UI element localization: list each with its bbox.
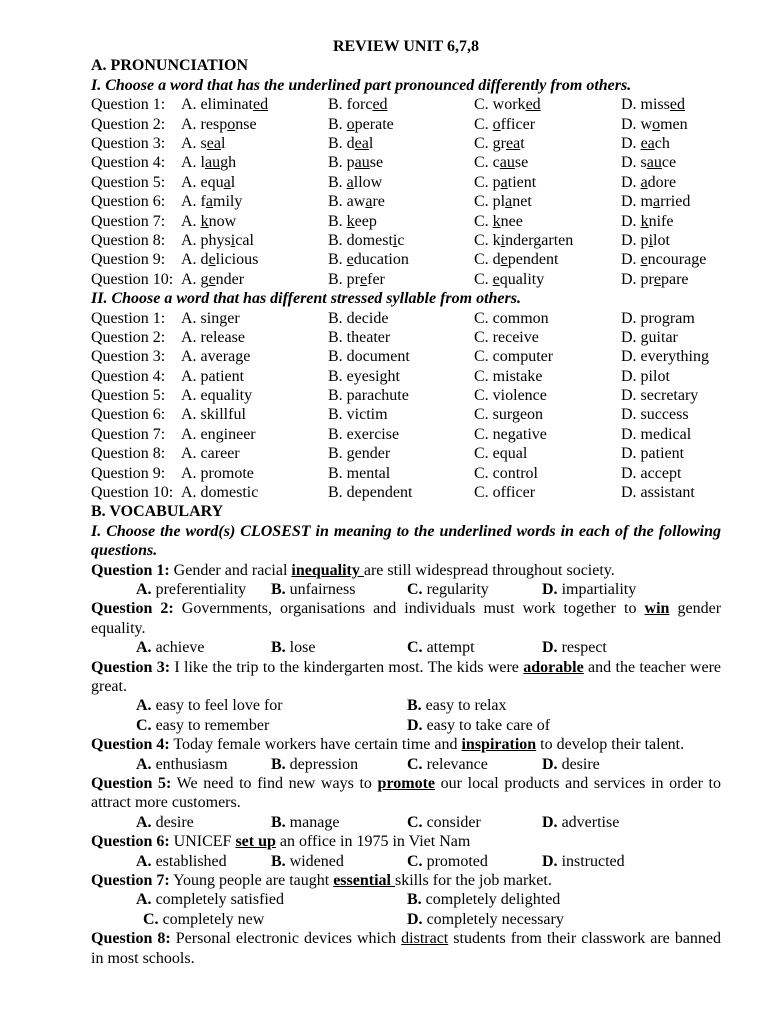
underlined-sound: i [648, 231, 654, 249]
question-label: Question 6: [91, 833, 170, 851]
answer-option-c[interactable]: C. planet [474, 193, 532, 211]
answer-option[interactable]: A. completely satisfied [136, 891, 284, 909]
answer-option-a[interactable]: A. equal [181, 173, 236, 191]
question-label: Question 1: [91, 561, 170, 579]
underlined-keyword: adorable [523, 658, 584, 676]
answer-option-c[interactable]: C. worked [474, 96, 541, 114]
options-row [91, 813, 721, 832]
underlined-sound: e [500, 251, 508, 269]
stress-row [91, 483, 721, 502]
answer-option-a[interactable]: A. delicious [181, 251, 259, 269]
answer-option-c[interactable]: C. equality [474, 270, 545, 288]
answer-option-c[interactable]: C. control [474, 464, 538, 482]
underlined-sound: a [505, 193, 513, 211]
answer-option-b[interactable]: B. eyesight [328, 367, 400, 385]
stress-row [91, 444, 721, 463]
underlined-sound: ea [206, 135, 221, 152]
stress-row [91, 328, 721, 347]
question-label: Question 8: [91, 930, 171, 948]
stress-row [91, 405, 721, 424]
question-number: Question 8: [91, 231, 166, 249]
stress-row [91, 347, 721, 366]
question-number: Question 5: [91, 387, 166, 405]
answer-option[interactable]: D. desire [542, 755, 600, 773]
answer-option[interactable]: B. widened [271, 852, 344, 870]
answer-option[interactable]: B. unfairness [271, 581, 356, 599]
answer-option-c[interactable]: C. patient [474, 173, 537, 191]
answer-option-b[interactable]: B. victim [328, 406, 388, 424]
underlined-keyword: set up [235, 833, 276, 851]
question-number: Question 2: [91, 115, 166, 133]
underlined-sound: a [653, 193, 661, 211]
answer-option-d[interactable]: D. medical [621, 425, 692, 443]
answer-option-d[interactable]: D. everything [621, 348, 709, 366]
answer-option[interactable]: A. achieve [136, 639, 205, 657]
question-label: Question 5: [91, 775, 172, 793]
question-label: Question 7: [91, 872, 170, 890]
underlined-sound: k [346, 212, 355, 230]
answer-option[interactable]: D. easy to take care of [407, 716, 551, 734]
answer-option-c[interactable]: C. great [474, 135, 525, 152]
answer-option-d[interactable]: D. patient [621, 445, 685, 463]
underlined-sound: i [392, 231, 398, 249]
answer-option[interactable]: C. regularity [407, 581, 489, 599]
question-number: Question 3: [91, 348, 166, 366]
answer-option[interactable]: A. easy to feel love for [136, 697, 283, 715]
underlined-sound: a [365, 193, 373, 211]
options-row [91, 716, 721, 735]
pronunciation-row [91, 95, 721, 114]
answer-option-c[interactable]: C. computer [474, 348, 554, 366]
answer-option-b[interactable]: B. dependent [328, 484, 413, 502]
answer-option-c[interactable]: C. negative [474, 425, 547, 443]
question-label: Question 4: [91, 736, 170, 754]
answer-option-a[interactable]: A. equality [181, 387, 253, 405]
vocabulary-question: Question 2: Governments, organisations and individuals must work together to win gender equality. [91, 600, 722, 637]
underlined-sound: k [640, 212, 649, 230]
answer-option-a[interactable]: A. career [181, 445, 240, 463]
underlined-sound: k [200, 212, 209, 230]
underlined-keyword: promote [377, 775, 436, 793]
underlined-sound: e [208, 270, 216, 288]
question-number: Question 10: [91, 484, 174, 502]
question-number: Question 7: [91, 212, 166, 230]
answer-option-d[interactable]: D. married [621, 193, 691, 211]
underlined-sound: i [230, 231, 236, 249]
underlined-sound: ed [252, 96, 269, 114]
underlined-sound: k [492, 212, 501, 230]
question-number: Question 7: [91, 425, 166, 443]
question-number: Question 6: [91, 406, 166, 424]
answer-option-b[interactable]: B. theater [328, 328, 391, 346]
question-number: Question 8: [91, 445, 166, 463]
answer-option-c[interactable]: C. knee [474, 212, 523, 230]
answer-option-b[interactable]: B. document [328, 348, 410, 366]
question-label: Question 3: [91, 658, 171, 676]
answer-option[interactable]: D. instructed [542, 852, 625, 870]
stress-row [91, 386, 721, 405]
answer-option-d[interactable]: D. adore [621, 173, 677, 191]
stress-row [91, 464, 721, 483]
pronunciation-row [91, 153, 721, 172]
answer-option-a[interactable]: A. promote [181, 464, 254, 482]
answer-option-b[interactable]: B. exercise [328, 425, 400, 443]
answer-option[interactable]: B. completely delighted [407, 891, 561, 909]
answer-option-a[interactable]: A. response [181, 115, 257, 133]
answer-option-d[interactable]: D. pilot [621, 231, 670, 249]
answer-option-b[interactable]: B. forced [328, 96, 388, 114]
options-row [91, 638, 721, 657]
answer-option[interactable]: A. established [136, 852, 227, 870]
stress-row [91, 367, 721, 386]
pronunciation-row [91, 192, 721, 211]
answer-option[interactable]: D. respect [542, 639, 607, 657]
answer-option-a[interactable]: A. release [181, 328, 245, 346]
answer-option-c[interactable]: C. receive [474, 328, 539, 346]
question-number: Question 9: [91, 464, 166, 482]
answer-option-c[interactable]: C. kindergarten [474, 231, 574, 249]
question-number: Question 10: [91, 270, 174, 288]
answer-option-a[interactable]: A. laugh [181, 154, 237, 172]
answer-option[interactable]: A. enthusiasm [136, 755, 228, 773]
underlined-sound: a [346, 173, 354, 191]
underlined-sound: o [652, 115, 661, 133]
underlined-sound: e [640, 251, 648, 269]
answer-option-b[interactable]: B. domestic [328, 231, 405, 249]
answer-option-c[interactable]: C. surgeon [474, 406, 544, 424]
question-number: Question 9: [91, 251, 166, 269]
answer-option-a[interactable]: A. skillful [181, 406, 246, 424]
answer-option-b[interactable]: B. prefer [328, 270, 385, 288]
vocabulary-question: Question 5: We need to find new ways to promote our local products and services in order to attract more customers. [91, 775, 721, 812]
answer-option-d[interactable]: D. program [621, 309, 695, 327]
answer-option[interactable]: C. attempt [407, 639, 475, 657]
answer-option[interactable]: B. easy to relax [407, 697, 507, 715]
section-a-heading: A. PRONUNCIATION [91, 57, 249, 75]
answer-option-d[interactable]: D. women [621, 115, 688, 133]
answer-option-d[interactable]: D. missed [621, 96, 686, 114]
answer-option-c[interactable]: C. dependent [474, 251, 559, 269]
underlined-keyword: essential [333, 872, 395, 890]
part-a2-instruction: II. Choose a word that has different stressed syllable from others. [91, 290, 521, 308]
answer-option-c[interactable]: C. mistake [474, 367, 543, 385]
answer-option-d[interactable]: D. each [621, 135, 670, 152]
answer-option-d[interactable]: D. assistant [621, 484, 695, 502]
answer-option-b[interactable]: B. gender [328, 445, 391, 463]
underlined-sound: a [205, 193, 213, 211]
answer-option[interactable]: B. depression [271, 755, 359, 773]
answer-option-a[interactable]: A. seal [181, 135, 226, 152]
underlined-sound: o [346, 115, 355, 133]
answer-option-d[interactable]: D. secretary [621, 387, 699, 405]
answer-option[interactable]: C. consider [407, 813, 481, 831]
underlined-sound: o [492, 115, 501, 133]
answer-option-d[interactable]: D. encourage [621, 251, 707, 269]
underlined-sound: ed [525, 96, 541, 114]
answer-option-a[interactable]: A. singer [181, 309, 240, 327]
answer-option-d[interactable]: D. accept [621, 464, 682, 482]
answer-option-b[interactable]: B. deal [328, 135, 374, 152]
options-row [91, 755, 721, 774]
pronunciation-row [91, 250, 721, 269]
answer-option-a[interactable]: A. average [181, 348, 251, 366]
section-b-heading: B. VOCABULARY [91, 503, 224, 521]
answer-option-b[interactable]: B. education [328, 251, 409, 269]
underlined-sound: au [646, 154, 662, 172]
answer-option-d[interactable]: D. sauce [621, 154, 677, 172]
pronunciation-row [91, 270, 721, 289]
stress-row [91, 425, 721, 444]
answer-option[interactable]: A. desire [136, 813, 194, 831]
underlined-sound: ea [506, 135, 521, 152]
answer-option-c[interactable]: C. violence [474, 387, 547, 405]
answer-option[interactable]: A. preferentiality [136, 581, 247, 599]
pronunciation-question-list [91, 95, 721, 289]
answer-option-d[interactable]: D. prepare [621, 270, 689, 288]
underlined-keyword: inequality [291, 561, 364, 579]
options-row [91, 910, 721, 929]
underlined-sound: a [640, 173, 648, 191]
vocabulary-question: Question 1: Gender and racial inequality are still widespread throughout society. [91, 561, 615, 579]
underlined-sound: au [205, 154, 221, 172]
question-number: Question 4: [91, 154, 166, 172]
underlined-sound: e [208, 251, 216, 269]
answer-option-b[interactable]: B. aware [328, 193, 385, 211]
answer-option-a[interactable]: A. gender [181, 270, 245, 288]
answer-option-b[interactable]: B. allow [328, 173, 383, 191]
vocabulary-question: Question 4: Today female workers have certain time and inspiration to develop their talent. [91, 736, 685, 754]
answer-option[interactable]: C. promoted [407, 852, 488, 870]
underlined-sound: ed [372, 96, 388, 114]
answer-option-b[interactable]: B. pause [328, 154, 384, 172]
pronunciation-row [91, 134, 721, 153]
part-b1-instruction: I. Choose the word(s) CLOSEST in meaning to the underlined words in each of the following questions. [91, 522, 721, 560]
answer-option[interactable]: B. manage [271, 813, 340, 831]
answer-option-d[interactable]: D. guitar [621, 328, 678, 346]
question-number: Question 4: [91, 367, 166, 385]
underlined-sound: au [354, 154, 370, 172]
answer-option[interactable]: D. advertise [542, 813, 620, 831]
question-number: Question 6: [91, 193, 166, 211]
question-number: Question 1: [91, 96, 166, 114]
underlined-sound: e [653, 270, 661, 288]
underlined-keyword: win [644, 600, 670, 618]
answer-option-a[interactable]: A. eliminated [181, 96, 269, 114]
options-row [91, 580, 721, 599]
question-number: Question 3: [91, 135, 166, 152]
answer-option-a[interactable]: A. family [181, 193, 243, 211]
answer-option-c[interactable]: C. common [474, 309, 549, 327]
answer-option-a[interactable]: A. know [181, 212, 237, 230]
underlined-sound: ea [640, 135, 655, 152]
part-a1-instruction: I. Choose a word that has the underlined part pronounced differently from others. [91, 76, 632, 94]
underlined-sound: o [227, 115, 236, 133]
underlined-sound: e [492, 270, 500, 288]
stress-row [91, 309, 721, 328]
underlined-sound: e [346, 251, 354, 269]
vocabulary-question: Question 6: UNICEF set up an office in 1975 in Viet Nam [91, 833, 471, 851]
answer-option-b[interactable]: B. mental [328, 464, 391, 482]
answer-option-d[interactable]: D. knife [621, 212, 674, 230]
answer-option-b[interactable]: B. keep [328, 212, 377, 230]
answer-option-d[interactable]: D. success [621, 406, 689, 424]
question-label: Question 2: [91, 600, 174, 618]
underlined-sound: e [360, 270, 368, 288]
answer-option-a[interactable]: A. engineer [181, 425, 256, 443]
worksheet-page [91, 37, 721, 968]
options-row [91, 890, 721, 909]
pronunciation-row [91, 173, 721, 192]
vocabulary-question: Question 3: I like the trip to the kindergarten most. The kids were adorable and the teacher were great. [91, 658, 721, 696]
answer-option[interactable]: B. lose [271, 639, 316, 657]
answer-option-a[interactable]: A. patient [181, 367, 245, 385]
underlined-sound: a [500, 173, 508, 191]
answer-option-c[interactable]: C. officer [474, 484, 536, 502]
page-title: REVIEW UNIT 6,7,8 [332, 38, 480, 55]
options-row [91, 852, 721, 871]
underlined-keyword: inspiration [461, 736, 537, 754]
answer-option-c[interactable]: C. cause [474, 154, 529, 172]
answer-option-c[interactable]: C. equal [474, 445, 528, 463]
answer-option-b[interactable]: B. parachute [328, 387, 409, 405]
options-row [91, 696, 721, 715]
pronunciation-row [91, 115, 721, 134]
answer-option-a[interactable]: A. domestic [181, 484, 259, 502]
underlined-keyword: distract [401, 930, 449, 948]
underlined-sound: au [499, 154, 515, 172]
underlined-sound: ed [669, 96, 686, 114]
answer-option-a[interactable]: A. physical [181, 231, 254, 249]
pronunciation-row [91, 212, 721, 231]
answer-option-d[interactable]: D. pilot [621, 367, 670, 385]
vocabulary-question: Question 8: Personal electronic devices which distract students from their classwork are banned in most schools. [91, 930, 722, 967]
underlined-sound: i [500, 231, 506, 249]
answer-option[interactable]: D. impartiality [542, 581, 637, 599]
stress-question-list [91, 309, 721, 503]
question-number: Question 1: [91, 309, 166, 327]
answer-option-c[interactable]: C. officer [474, 115, 536, 133]
question-number: Question 5: [91, 173, 166, 191]
pronunciation-row [91, 231, 721, 250]
answer-option[interactable]: C. relevance [407, 755, 488, 773]
underlined-sound: ea [354, 135, 369, 152]
answer-option-b[interactable]: B. decide [328, 309, 389, 327]
answer-option-b[interactable]: B. operate [328, 115, 394, 133]
vocabulary-question: Question 7: Young people are taught essential skills for the job market. [91, 872, 552, 890]
vocabulary-question-list [91, 561, 721, 968]
answer-option[interactable]: C. easy to remember [136, 716, 270, 734]
question-number: Question 2: [91, 328, 166, 346]
answer-option[interactable]: D. completely necessary [407, 910, 564, 928]
underlined-sound: a [223, 173, 231, 191]
answer-option[interactable]: C. completely new [143, 910, 265, 928]
